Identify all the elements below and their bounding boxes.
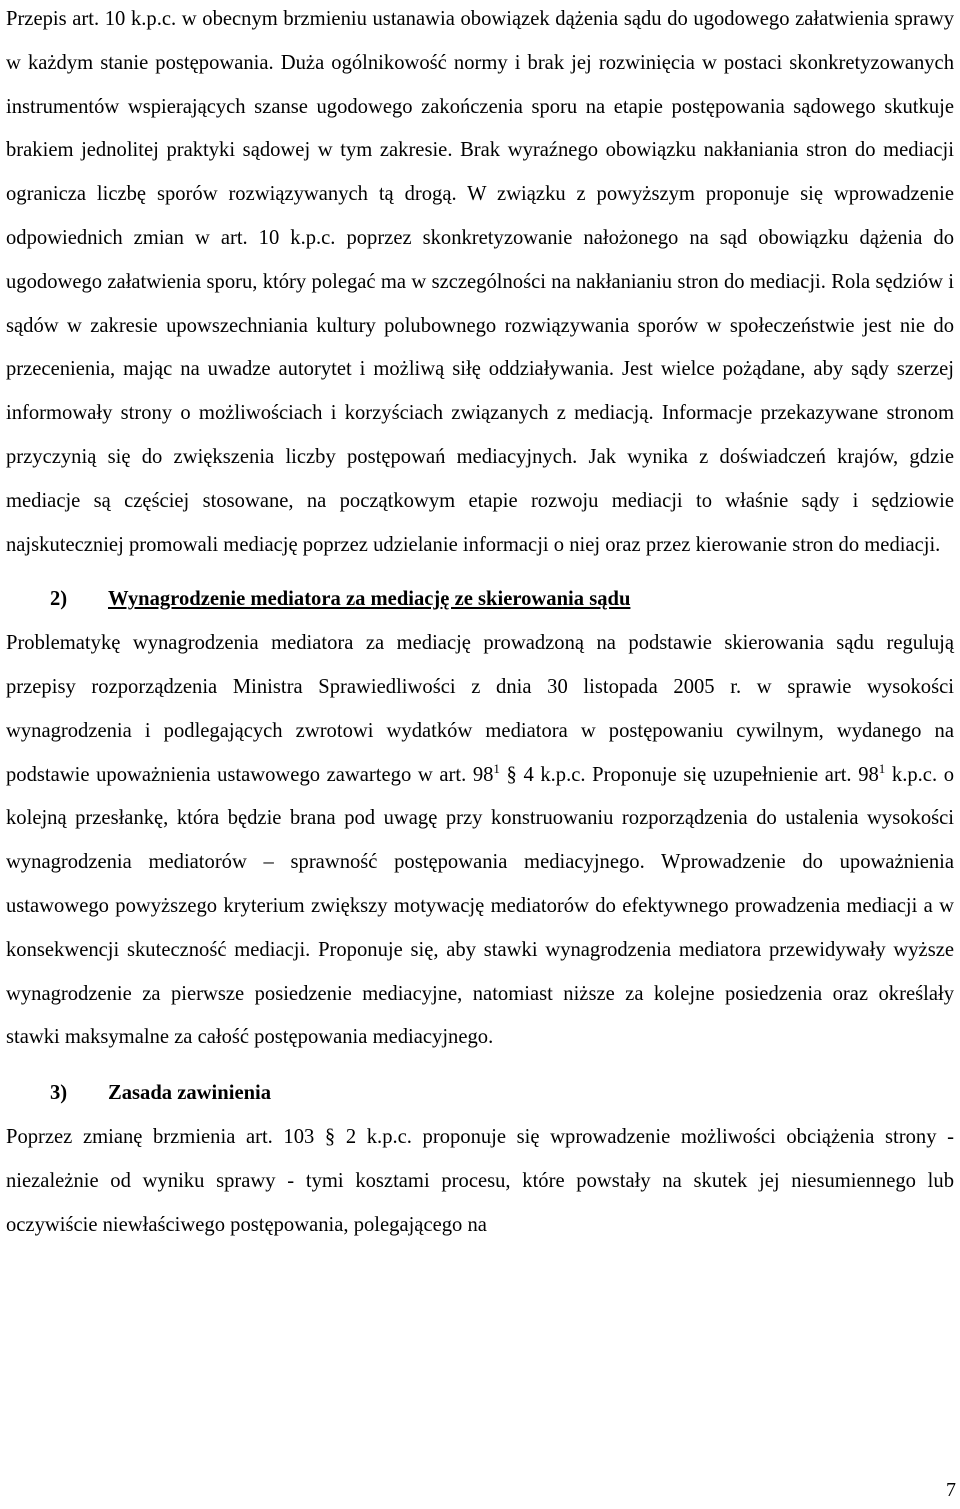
paragraph-text-part: Problematykę wynagrodzenia mediatora za mediację prowadzoną na podstawie skierowania sądu regulują przepisy rozporządzenia Ministra Sprawiedliwości z dnia 30 listopada 2005 r. w sprawie wysokości wynagrodzenia i podlegających zwrotowi wydatków mediatora w postępowaniu cywilnym, wydanego na podstawie upoważnienia ustawowego zawartego w art. 98 xyxy=(6,632,954,786)
section-title: Zasada zawinienia xyxy=(108,1082,272,1105)
document-page xyxy=(6,0,954,1247)
section-heading-3 xyxy=(6,1072,954,1116)
superscript: 1 xyxy=(878,760,886,776)
page-number: 7 xyxy=(946,1479,956,1501)
paragraph-art-10: Przepis art. 10 k.p.c. w obecnym brzmieniu ustanawia obowiązek dążenia sądu do ugodowego załatwienia sprawy w każdym stanie postępowania. Duża ogólnikowość normy i brak jej rozwinięcia w postaci skonkretyzowanych instrumentów wspierających szanse ugodowego zakończenia sporu na etapie postępowania sądowego skutkuje brakiem jednolitej praktyki sądowej w tym zakresie. Brak wyraźnego obowiązku nakłaniania stron do mediacji ogranicza liczbę sporów rozwiązywanych tą drogą. W związku z powyższym proponuje się wprowadzenie odpowiednich zmian w art. 10 k.p.c. poprzez skonkretyzowanie nałożonego na sąd obowiązku dążenia do ugodowego załatwienia sporu, który polegać ma w szczególności na nakłanianiu stron do mediacji. Rola sędziów i sądów w zakresie upowszechniania kultury polubownego rozwiązywania sporów w społeczeństwie jest nie do przecenienia, mając na uwadze autorytet i możliwą siłę oddziaływania. Jest wielce pożądane, aby sądy szerzej informowały strony o możliwościach i korzyściach związanych z mediacją. Informacje przekazywane stronom przyczynią się do zwiększenia liczby postępowań mediacyjnych. Jak wynika z doświadczeń krajów, gdzie mediacje są częściej stosowane, na początkowym etapie rozwoju mediacji to właśnie sądy i sędziowie najskuteczniej promowali mediację poprzez udzielanie informacji o niej oraz przez kierowanie stron do mediacji. xyxy=(6,8,954,556)
section-title: Wynagrodzenie mediatora za mediację ze skierowania sądu xyxy=(108,588,631,611)
paragraph-mediator-remuneration xyxy=(6,622,954,1060)
paragraph-fault-principle: Poprzez zmianę brzmienia art. 103 § 2 k.p.c. proponuje się wprowadzenie możliwości obciążenia strony - niezależnie od wyniku sprawy - tymi kosztami procesu, które powstały na skutek jej niesumiennego lub oczywiście niewłaściwego postępowania, polegającego na xyxy=(6,1125,954,1236)
paragraph-text-part: § 4 k.p.c. Proponuje się uzupełnienie art. 98 xyxy=(499,763,879,786)
section-heading-2 xyxy=(6,578,954,622)
superscript: 1 xyxy=(493,760,500,776)
section-number: 2) xyxy=(50,588,68,611)
section-number: 3) xyxy=(50,1082,68,1105)
paragraph-text-part: k.p.c. o kolejną przesłankę, która będzie brana pod uwagę przy konstruowaniu rozporządzenia do ustalenia wysokości wynagrodzenia mediatorów – sprawność postępowania mediacyjnego. Wprowadzenie do upoważnienia ustawowego powyższego kryterium zwiększy motywację mediatorów do efektywnego prowadzenia mediacji a w konsekwencji skuteczność mediacji. Proponuje się, aby stawki wynagrodzenia mediatora przewidywały wyższe wynagrodzenie za pierwsze posiedzenie mediacyjne, natomiast niższe za kolejne posiedzenia oraz określały stawki maksymalne za całość postępowania mediacyjnego. xyxy=(6,763,954,1049)
